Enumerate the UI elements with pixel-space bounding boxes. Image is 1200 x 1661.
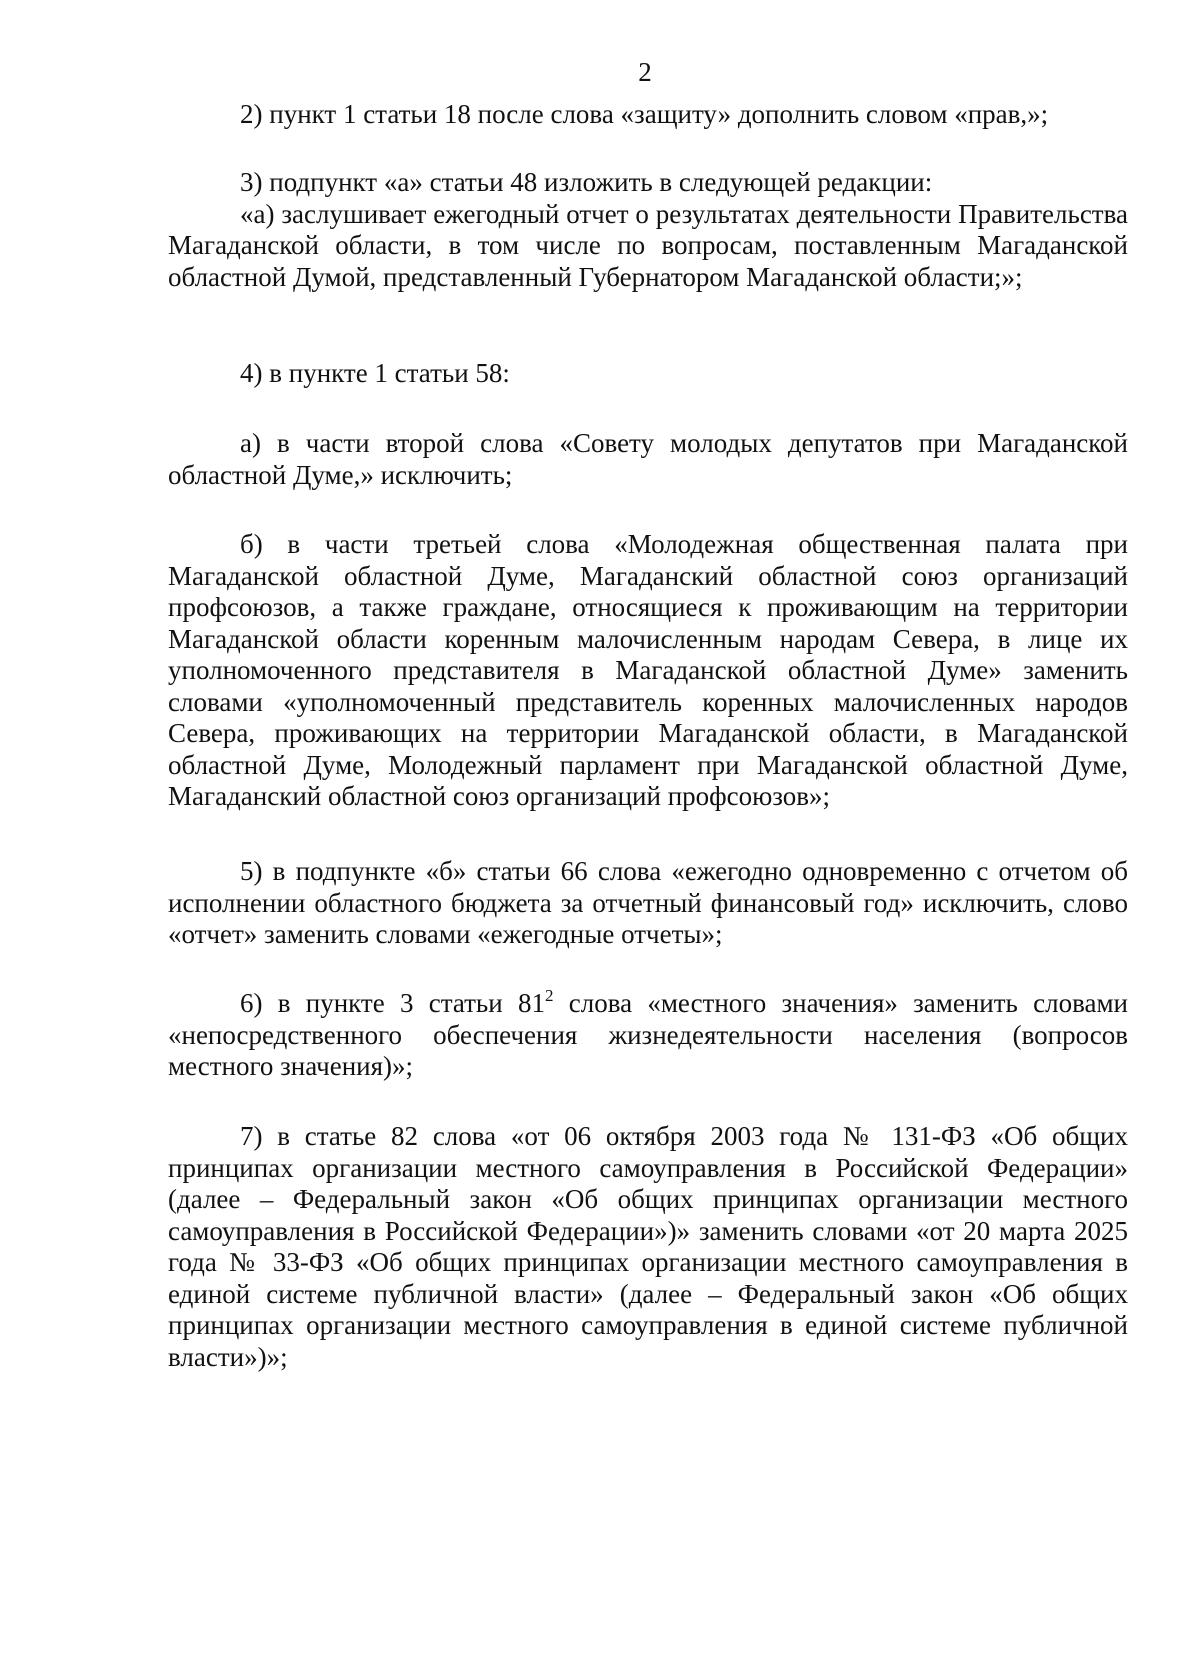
- amendment-item-4-a: [168, 428, 1128, 491]
- amendment-item-4-b-text: б) в части третьей слова «Молодежная общественная палата при Магаданской областной Думе, Магаданский областной союз организаций профсоюзов, а также граждане, относящиеся к проживающим на территории Магаданской области коренным малочисленным народам Севера, в лице их уполномоченного представителя в Магаданской областной Думе» заменить словами «уполномоченный представитель коренных малочисленных народов Севера, проживающих на территории Магаданской области, в Магаданской областной Думе, Молодежный парламент при Магаданской областной Думе, Магаданский областной союз организаций профсоюзов»;: [168, 529, 1128, 811]
- amendment-item-6-start: 6) в пункте 3 статьи 81: [240, 988, 545, 1018]
- amendment-item-6-text: [168, 988, 1128, 1083]
- amendment-item-3-intro: 3) подпункт «а» статьи 48 изложить в следующей редакции:: [240, 167, 933, 197]
- amendment-item-4: [168, 358, 1128, 390]
- amendment-item-5: [168, 856, 1128, 951]
- amendment-item-3-text: «а) заслушивает ежегодный отчет о результатах деятельности Правительства Магаданской области, в том числе по вопросам, поставленным Магаданской областной Думой, представленный Губернатором Магаданской области;»;: [168, 198, 1128, 292]
- amendment-item-4-b: [168, 529, 1128, 813]
- article-superscript: 2: [544, 986, 554, 1005]
- amendment-item-7: [168, 1121, 1128, 1373]
- amendment-item-7-text: 7) в статье 82 слова «от 06 октября 2003 года № 131-ФЗ «Об общих принципах организации местного самоуправления в Российской Федерации» (далее – Федеральный закон «Об общих принципах организации местного самоуправления в Российской Федерации»)» заменить словами «от 20 марта 2025 года № 33-ФЗ «Об общих принципах организации местного самоуправления в единой системе публичной власти» (далее – Федеральный закон «Об общих принципах организации местного самоуправления в единой системе публичной власти»)»;: [168, 1121, 1128, 1372]
- amendment-item-4-intro: 4) в пункте 1 статьи 58:: [240, 358, 510, 388]
- page-number: 2: [638, 57, 652, 87]
- amendment-item-4-a-text: а) в части второй слова «Совету молодых депутатов при Магаданской областной Думе,» исключить;: [168, 428, 1128, 490]
- amendment-item-3: [168, 167, 1128, 293]
- amendment-item-5-text: 5) в подпункте «б» статьи 66 слова «ежегодно одновременно с отчетом об исполнении областного бюджета за отчетный финансовый год» исключить, слово «отчет» заменить словами «ежегодные отчеты»;: [168, 856, 1128, 949]
- amendment-item-2: [168, 99, 1128, 131]
- amendment-item-2-text: 2) пункт 1 статьи 18 после слова «защиту» дополнить словом «прав,»;: [240, 99, 1049, 129]
- amendment-item-6: [168, 988, 1128, 1083]
- amendment-item-6-end: слова «местного значения» заменить словами «непосредственного обеспечения жизнедеятельности населения (вопросов местного значения)»;: [168, 988, 1128, 1081]
